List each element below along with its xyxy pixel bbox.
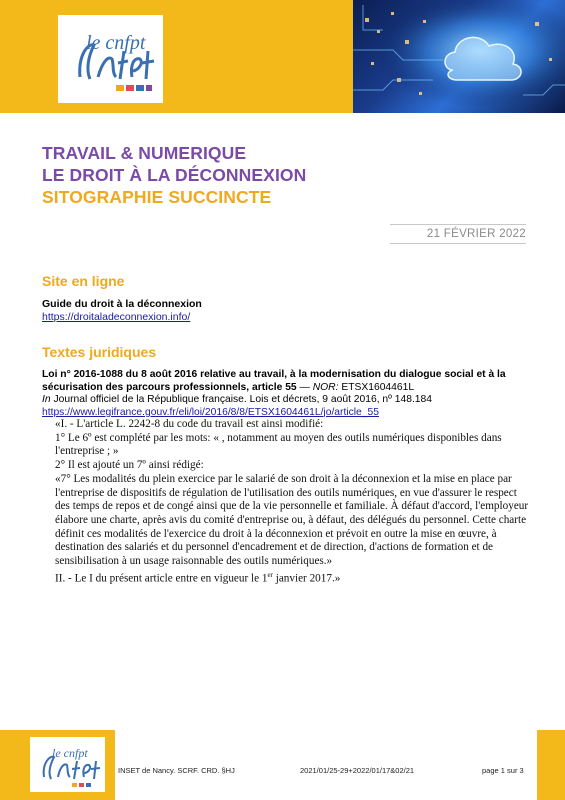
section-title-legal: Textes juridiques: [42, 344, 157, 360]
nor-value: ETSX1604461L: [341, 381, 415, 393]
legifrance-link[interactable]: https://www.legifrance.gouv.fr/eli/loi/2016/8/8/ETSX1604461L/jo/article_55: [42, 406, 379, 418]
guide-link[interactable]: https://droitaladeconnexion.info/: [42, 311, 191, 323]
cnfpt-logo: [58, 15, 163, 103]
journal-in: In: [42, 394, 51, 406]
footer-yellow-strip: [537, 730, 565, 800]
quote-paragraph: 1° Le 6º est complété par les mots: « , notamment au moyen des outils numériques disponibles dans l'entreprise ; »: [55, 431, 502, 458]
law-quote: [55, 418, 530, 586]
footer-cnfpt-logo: [30, 737, 105, 792]
footer-logo-text: le cnfpt: [52, 746, 88, 760]
footer-organization: INSET de Nancy. SCRF. CRD. §HJ: [118, 766, 235, 775]
page-number: page 1 sur 3: [482, 766, 524, 775]
quote-text: II. - Le I du présent article entre en vigueur le 1: [55, 572, 268, 585]
title-line-2: LE DROIT À LA DÉCONNEXION: [42, 165, 307, 185]
nor-label: NOR:: [312, 381, 339, 393]
section-title-online: Site en ligne: [42, 273, 125, 289]
title-line-1: TRAVAIL & NUMERIQUE: [42, 143, 247, 163]
quote-text: janvier 2017.»: [272, 572, 341, 585]
footer-reference: 2021/01/25-29+2022/01/17&02/21: [300, 766, 415, 775]
law-separator: —: [299, 381, 313, 393]
quote-paragraph: 2° Il est ajouté un 7º ainsi rédigé:: [55, 459, 204, 472]
digital-cloud-circuit-image: [353, 0, 565, 113]
logo-text: le cnfpt: [86, 32, 146, 54]
quote-paragraph: «I. - L'article L. 2242-8 du code du travail est ainsi modifié:: [55, 418, 324, 430]
law-reference: [42, 369, 522, 419]
quote-paragraph: [55, 569, 530, 586]
title-line-3: SITOGRAPHIE SUCCINCTE: [42, 187, 272, 207]
quote-paragraph: «7° Les modalités du plein exercice par le salarié de son droit à la déconnexion et la mise en place par l'entreprise de dispositifs de régulation de l'utilisation des outils numériques, en vue d'assurer le respect des temps de repos et de congé ainsi que de la vie personnelle et familiale. À défaut d'accord, l'employeur élabore une charte, après avis du comité d'entreprise ou, à défaut, des délégués du personnel. Cette charte définit ces modalités de l'exercice du droit à la déconnexion et prévoit en outre la mise en œuvre, à destination des salariés et du personnel d'encadrement et de direction, d'actions de formation et de sensibilisation à un usage raisonnable des outils numériques.»: [55, 472, 529, 568]
ordinal-superscript: er: [267, 570, 273, 579]
header-yellow-band: [0, 0, 353, 113]
document-date: 21 FÉVRIER 2022: [390, 224, 526, 244]
law-title: Loi n° 2016-1088 du 8 août 2016 relative au travail, à la modernisation du dialogue social et à la sécurisation des parcours professionnels, article 55: [42, 369, 506, 393]
journal-reference: Journal officiel de la République française. Lois et décrets, 9 août 2016, nº 148.184: [53, 394, 432, 406]
guide-title: Guide du droit à la déconnexion: [42, 298, 202, 310]
